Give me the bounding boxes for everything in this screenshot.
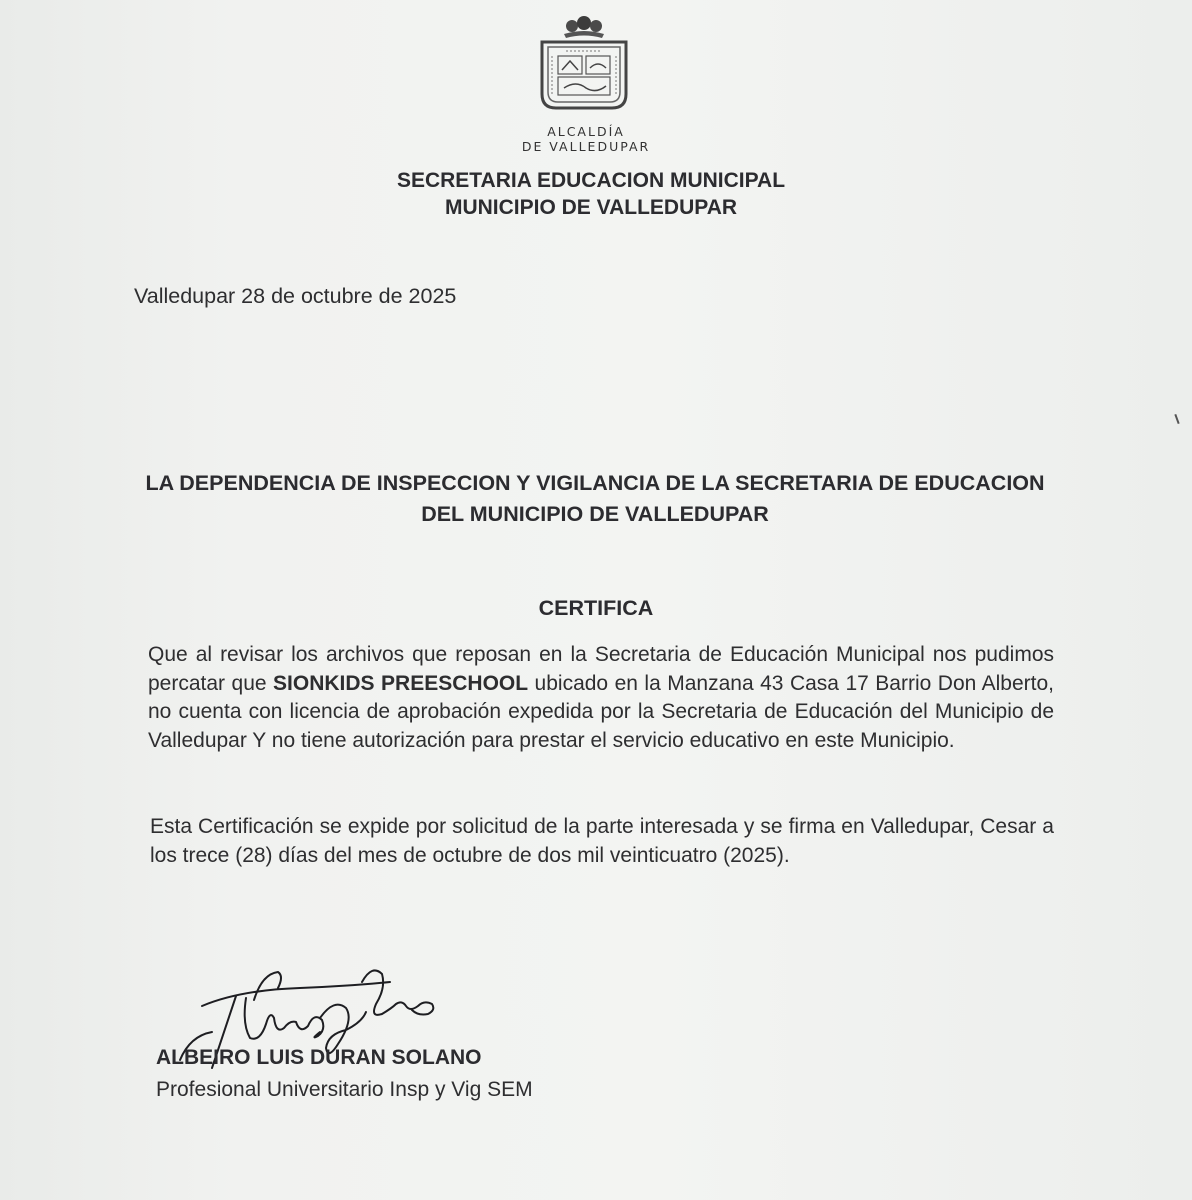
institution-name: SIONKIDS PREESCHOOL	[273, 671, 529, 695]
certifica-heading: CERTIFICA	[538, 596, 654, 620]
header-title-line2: MUNICIPIO DE VALLEDUPAR	[444, 196, 738, 219]
dependency-title: LA DEPENDENCIA DE INSPECCION Y VIGILANCIA DE LA SECRETARIA DE EDUCACION DEL MUNICIPIO DE VALLEDUPAR	[145, 471, 1045, 526]
header-title-line1: SECRETARIA EDUCACION MUNICIPAL	[396, 169, 786, 192]
document-date: Valledupar 28 de octubre de 2025	[134, 284, 457, 308]
signer-name: ALBEIRO LUIS DURAN SOLANO	[156, 1046, 482, 1069]
paragraph-text-end: ubicado en la Manzana 43 Casa 17 Barrio Don Alberto, no cuenta con licencia de aprobación expedida por la Secretaria de Educación del Municipio de Valledupar Y no tiene autorización para prestar el servicio educativo en este Municipio.	[148, 671, 1054, 752]
entity-name-line2: DE VALLEDUPAR	[521, 139, 651, 154]
issuance-paragraph: Esta Certificación se expide por solicitud de la parte interesada y se firma en Valledupar, Cesar a los trece (28) días del mes de octubre de dos mil veinticuatro (2025).	[150, 815, 1054, 867]
entity-name-line1: ALCALDÍA	[547, 124, 625, 139]
coat-of-arms-logo	[536, 16, 632, 116]
signer-title: Profesional Universitario Insp y Vig SEM	[156, 1078, 533, 1101]
paragraph-text-start: Que al revisar los archivos que reposan en la Secretaria de Educación Municipal nos pudimos percatar que	[148, 643, 1054, 695]
certification-paragraph	[148, 641, 1054, 755]
paper-mark	[1174, 414, 1179, 424]
